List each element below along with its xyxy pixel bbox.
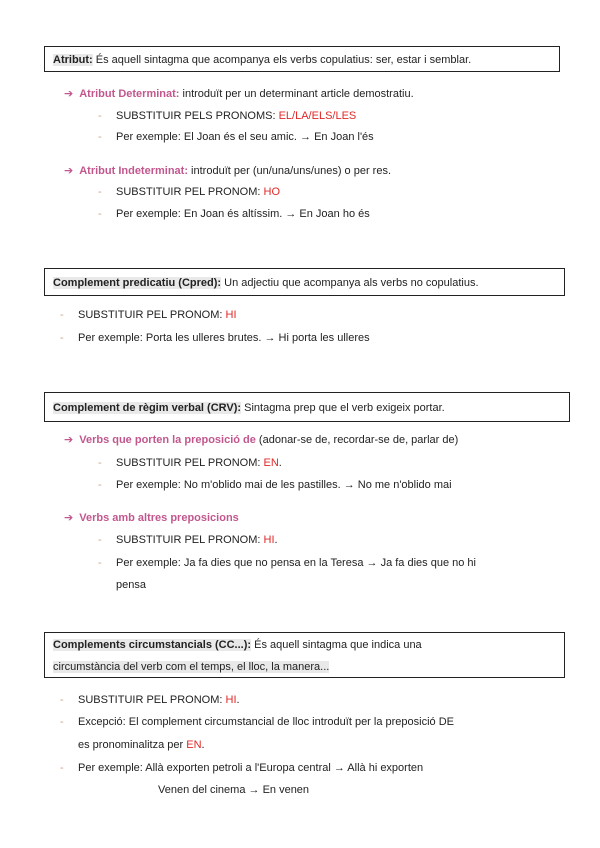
dash-bullet-icon: -	[98, 131, 102, 143]
subsection-atribut-determinat	[64, 86, 414, 102]
list-item	[98, 532, 278, 548]
list-item	[60, 307, 237, 323]
item-text: SUBSTITUIR PEL PRONOM:	[116, 186, 264, 198]
item-continuation: Venen del cinema → En venen	[158, 784, 310, 796]
list-item	[60, 760, 423, 776]
list-item	[98, 206, 370, 222]
dash-bullet-icon: -	[98, 557, 102, 569]
section-definition: És aquell sintagma que acompanya els verbs copulatius: ser, estar i semblar.	[92, 54, 472, 66]
dash-bullet-icon: -	[98, 110, 102, 122]
subsection-title: Verbs amb altres preposicions	[79, 512, 239, 524]
pronoun-highlight: HI	[225, 309, 237, 321]
item-continuation: pensa	[116, 579, 146, 591]
dash-bullet-icon: -	[98, 186, 102, 198]
item-text: Per exemple: No m'oblido mai de les pastilles. → No me n'oblido mai	[116, 479, 452, 491]
item-punctuation: .	[278, 457, 282, 469]
section-cc-box	[44, 632, 565, 678]
list-item	[98, 477, 452, 493]
section-label: Complement predicatiu (Cpred):	[53, 277, 222, 289]
item-punctuation: .	[201, 739, 205, 751]
item-punctuation: .	[274, 534, 278, 546]
item-punctuation: .	[236, 694, 240, 706]
arrow-right-icon: ➔	[64, 512, 74, 524]
item-text: Per exemple: En Joan és altíssim. → En Joan ho és	[116, 208, 370, 220]
pronoun-highlight: EN	[186, 739, 202, 751]
pronoun-highlight: EN	[263, 457, 279, 469]
section-label: Atribut:	[53, 54, 93, 66]
section-definition: Un adjectiu que acompanya als verbs no copulatius.	[221, 277, 479, 289]
section-label: Complements circumstancials (CC...):	[53, 639, 252, 651]
dash-bullet-icon: -	[60, 762, 64, 774]
dash-bullet-icon: -	[60, 309, 64, 321]
item-text: Per exemple: Ja fa dies que no pensa en la Teresa → Ja fa dies que no hi	[116, 557, 476, 569]
subsection-verbs-altres	[64, 510, 239, 526]
list-item	[98, 455, 282, 471]
dash-bullet-icon: -	[98, 479, 102, 491]
dash-bullet-icon: -	[60, 694, 64, 706]
item-text: Per exemple: Allà exporten petroli a l'Europa central → Allà hi exporten	[78, 762, 424, 774]
section-cpred-box	[44, 268, 565, 296]
arrow-right-icon: ➔	[64, 165, 74, 177]
subsection-title: Verbs que porten la preposició de	[79, 434, 256, 446]
item-text: SUBSTITUIR PEL PRONOM:	[78, 694, 226, 706]
list-item	[98, 108, 356, 124]
item-text: SUBSTITUIR PEL PRONOM:	[78, 309, 226, 321]
section-definition: És aquell sintagma que indica una	[251, 639, 422, 651]
arrow-right-icon: ➔	[64, 88, 74, 100]
subsection-text: introduït per un determinant article demostratiu.	[179, 88, 414, 100]
item-text: SUBSTITUIR PEL PRONOM:	[116, 457, 264, 469]
subsection-title: Atribut Indeterminat:	[79, 165, 188, 177]
dash-bullet-icon: -	[98, 534, 102, 546]
section-label: Complement de règim verbal (CRV):	[53, 402, 242, 414]
list-item	[98, 184, 280, 200]
list-item	[98, 129, 374, 145]
pronoun-highlight: HO	[263, 186, 281, 198]
list-item	[60, 714, 454, 730]
pronoun-highlight: HI	[225, 694, 237, 706]
pronoun-highlight: HI	[263, 534, 275, 546]
list-item	[60, 330, 370, 346]
arrow-right-icon: ➔	[64, 434, 74, 446]
dash-bullet-icon: -	[98, 208, 102, 220]
dash-bullet-icon: -	[98, 457, 102, 469]
dash-bullet-icon: -	[60, 332, 64, 344]
item-text: es pronominalitza per	[78, 739, 187, 751]
pronoun-highlight: EL/LA/ELS/LES	[278, 110, 357, 122]
list-item	[60, 692, 240, 708]
subsection-verbs-de	[64, 432, 458, 448]
item-text: Excepció: El complement circumstancial de lloc introduït per la preposició DE	[78, 716, 454, 728]
subsection-text: introduït per (un/una/uns/unes) o per res.	[188, 165, 392, 177]
subsection-atribut-indeterminat	[64, 163, 391, 179]
subsection-title: Atribut Determinat:	[79, 88, 180, 100]
item-text: SUBSTITUIR PELS PRONOMS:	[116, 110, 279, 122]
section-definition-line2: circumstància del verb com el temps, el lloc, la manera...	[53, 661, 330, 673]
item-text: SUBSTITUIR PEL PRONOM:	[116, 534, 264, 546]
list-item	[98, 555, 476, 571]
section-atribut-box	[44, 46, 560, 72]
section-crv-box	[44, 392, 570, 422]
item-continuation	[78, 737, 205, 753]
item-text: Per exemple: Porta les ulleres brutes. → Hi porta les ulleres	[78, 332, 370, 344]
subsection-text: (adonar-se de, recordar-se de, parlar de)	[255, 434, 459, 446]
item-text: Per exemple: El Joan és el seu amic. → En Joan l'és	[116, 131, 374, 143]
dash-bullet-icon: -	[60, 716, 64, 728]
section-definition: Sintagma prep que el verb exigeix portar.	[241, 402, 445, 414]
